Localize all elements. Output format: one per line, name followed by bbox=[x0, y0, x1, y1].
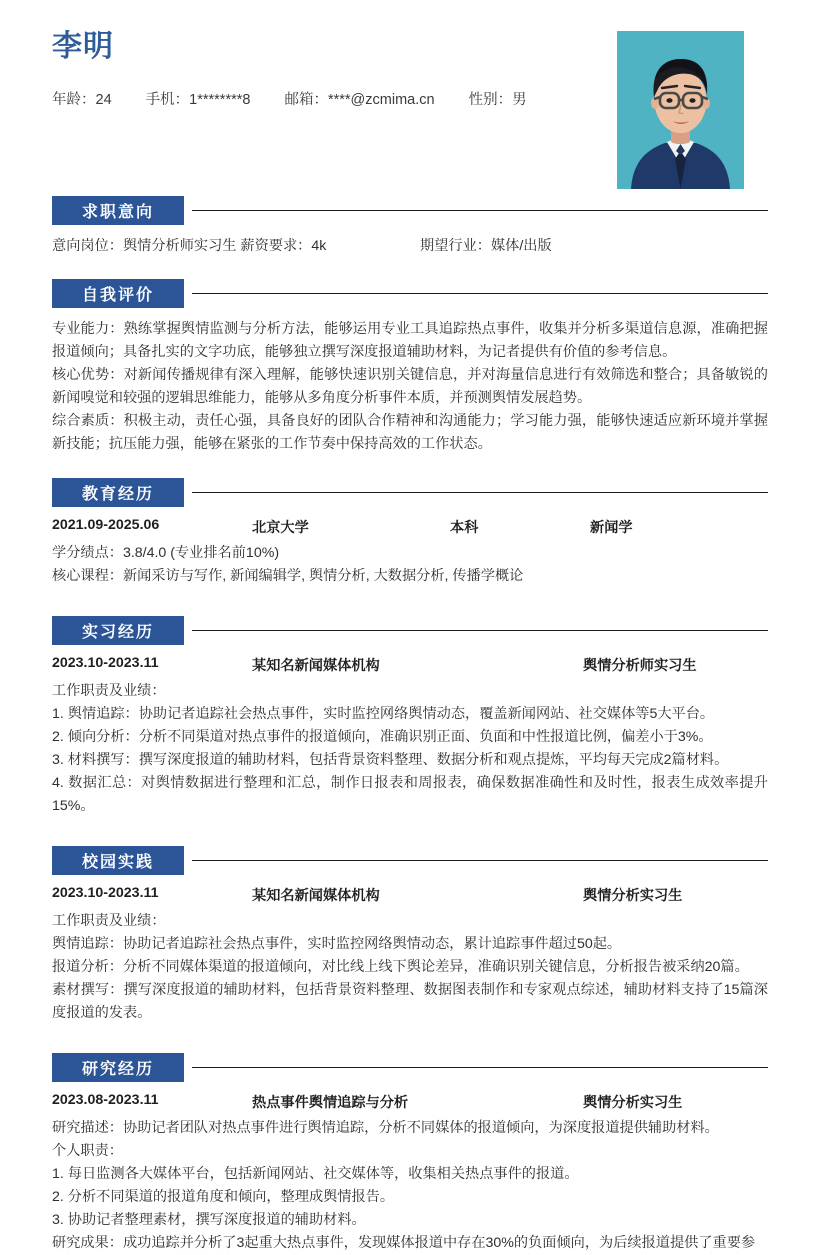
research-line: 研究描述：协助记者团队对热点事件进行舆情追踪，分析不同媒体的报道倾向，为深度报道提供辅助材料。 bbox=[52, 1120, 719, 1136]
education-degree: 本科 bbox=[450, 520, 479, 536]
section-rule bbox=[192, 492, 768, 493]
education-detail-line: 学分绩点：3.8/4.0 (专业排名前10%) bbox=[52, 545, 280, 561]
campus-line: 报道分析：分析不同媒体渠道的报道倾向，对比线上线下舆论差异，准确识别关键信息，分析报告被采纳20篇。 bbox=[52, 959, 749, 975]
page-title: 李明 bbox=[52, 30, 114, 63]
job-intent-row bbox=[52, 235, 768, 257]
campus-line: 工作职责及业绩： bbox=[52, 913, 166, 929]
section-rule bbox=[192, 630, 768, 631]
contact-age: 年龄：24 bbox=[52, 92, 112, 108]
avatar-illustration bbox=[617, 31, 744, 189]
internship-line: 3. 材料撰写：撰写深度报道的辅助材料，包括背景资料整理、数据分析和观点提炼，平均每天完成2篇材料。 bbox=[52, 752, 729, 768]
research-role: 舆情分析实习生 bbox=[583, 1095, 683, 1111]
resume-header bbox=[52, 0, 768, 196]
section-research bbox=[52, 1053, 768, 1255]
education-detail-line: 核心课程：新闻采访与写作, 新闻编辑学, 舆情分析, 大数据分析, 传播学概论 bbox=[52, 568, 524, 584]
section-header bbox=[52, 196, 768, 225]
section-header bbox=[52, 478, 768, 507]
campus-role: 舆情分析实习生 bbox=[583, 888, 683, 904]
spacer bbox=[52, 1025, 768, 1053]
contact-line bbox=[52, 90, 527, 110]
section-header bbox=[52, 279, 768, 308]
section-title-internship: 实习经历 bbox=[52, 616, 184, 645]
contact-gender: 性别：男 bbox=[468, 92, 527, 108]
research-line: 2. 分析不同渠道的报道角度和倾向，整理成舆情报告。 bbox=[52, 1189, 395, 1205]
education-entry-row bbox=[52, 517, 768, 540]
research-line: 3. 协助记者整理素材，撰写深度报道的辅助材料。 bbox=[52, 1212, 366, 1228]
internship-date: 2023.10-2023.11 bbox=[52, 655, 159, 671]
section-title-campus-practice: 校园实践 bbox=[52, 846, 184, 875]
education-date: 2021.09-2025.06 bbox=[52, 517, 160, 533]
section-rule bbox=[192, 1067, 768, 1068]
education-major: 新闻学 bbox=[590, 520, 633, 536]
research-line: 个人职责： bbox=[52, 1143, 123, 1159]
internship-role: 舆情分析师实习生 bbox=[583, 658, 697, 674]
section-header bbox=[52, 616, 768, 645]
section-title-education: 教育经历 bbox=[52, 478, 184, 507]
job-intent-industry: 期望行业：媒体/出版 bbox=[420, 238, 552, 254]
spacer bbox=[52, 818, 768, 846]
section-header bbox=[52, 1053, 768, 1082]
education-school: 北京大学 bbox=[252, 520, 309, 536]
campus-line: 素材撰写：撰写深度报道的辅助材料，包括背景资料整理、数据图表制作和专家观点综述，辅助材料支持了15篇深度报道的发表。 bbox=[52, 982, 768, 1021]
campus-date: 2023.10-2023.11 bbox=[52, 885, 159, 901]
section-campus-practice bbox=[52, 846, 768, 1025]
job-intent-position: 意向岗位：舆情分析师实习生 薪资要求：4k bbox=[52, 238, 327, 254]
contact-email: 邮箱：****@zcmima.cn bbox=[284, 92, 435, 108]
campus-line: 舆情追踪：协助记者追踪社会热点事件，实时监控网络舆情动态，累计追踪事件超过50起。 bbox=[52, 936, 622, 952]
spacer bbox=[52, 588, 768, 616]
internship-line: 4. 数据汇总：对舆情数据进行整理和汇总，制作日报表和周报表，确保数据准确性和及时性，报表生成效率提升15%。 bbox=[52, 775, 768, 814]
campus-entry-row bbox=[52, 885, 768, 908]
internship-line: 1. 舆情追踪：协助记者追踪社会热点事件，实时监控网络舆情动态，覆盖新闻网站、社交媒体等5大平台。 bbox=[52, 706, 715, 722]
internship-entry-row bbox=[52, 655, 768, 678]
research-date: 2023.08-2023.11 bbox=[52, 1092, 159, 1108]
research-project: 热点事件舆情追踪与分析 bbox=[252, 1095, 409, 1111]
section-internship bbox=[52, 616, 768, 818]
internship-line: 2. 倾向分析：分析不同渠道对热点事件的报道倾向，准确识别正面、负面和中性报道比例，偏差小于3%。 bbox=[52, 729, 713, 745]
section-job-intent bbox=[52, 196, 768, 257]
section-rule bbox=[192, 860, 768, 861]
self-eval-paragraph: 核心优势：对新闻传播规律有深入理解，能够快速识别关键信息，并对海量信息进行有效筛选和整合；具备敏锐的新闻嗅觉和较强的逻辑思维能力，能够从多角度分析事件本质，并预测舆情发展趋势。 bbox=[52, 367, 768, 406]
research-line: 1. 每日监测各大媒体平台，包括新闻网站、社交媒体等，收集相关热点事件的报道。 bbox=[52, 1166, 579, 1182]
internship-company: 某知名新闻媒体机构 bbox=[252, 658, 380, 674]
spacer bbox=[52, 456, 768, 478]
section-title-job-intent: 求职意向 bbox=[52, 196, 184, 225]
section-education bbox=[52, 478, 768, 588]
section-rule bbox=[192, 293, 768, 294]
section-rule bbox=[192, 210, 768, 211]
self-eval-paragraph: 专业能力：熟练掌握舆情监测与分析方法，能够运用专业工具追踪热点事件，收集并分析多渠道信息源，准确把握报道倾向；具备扎实的文字功底，能够独立撰写深度报道辅助材料，为记者提供有价值的参考信息。 bbox=[52, 321, 768, 360]
avatar bbox=[617, 31, 744, 189]
section-header bbox=[52, 846, 768, 875]
spacer bbox=[52, 257, 768, 279]
contact-phone: 手机：1********8 bbox=[145, 92, 251, 108]
research-line: 研究成果：成功追踪并分析了3起重大热点事件，发现媒体报道中存在30%的负面倾向，为后续报道提供了重要参 bbox=[52, 1235, 756, 1251]
section-self-evaluation bbox=[52, 279, 768, 456]
self-eval-paragraph: 综合素质：积极主动，责任心强，具备良好的团队合作精神和沟通能力；学习能力强，能够快速适应新环境并掌握新技能；抗压能力强，能够在紧张的工作节奏中保持高效的工作状态。 bbox=[52, 413, 768, 452]
research-entry-row bbox=[52, 1092, 768, 1115]
internship-line: 工作职责及业绩： bbox=[52, 683, 166, 699]
section-title-self-evaluation: 自我评价 bbox=[52, 279, 184, 308]
section-title-research: 研究经历 bbox=[52, 1053, 184, 1082]
campus-company: 某知名新闻媒体机构 bbox=[252, 888, 380, 904]
